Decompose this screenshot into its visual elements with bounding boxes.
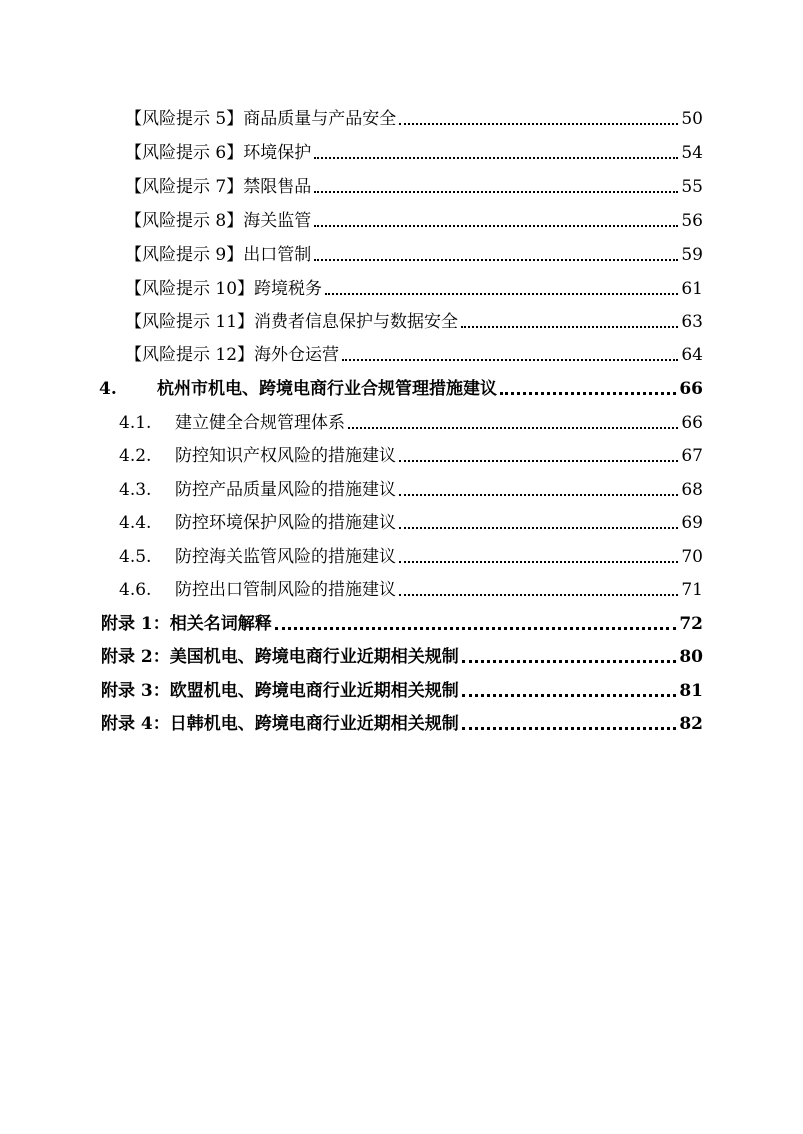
toc-leader-dots — [275, 627, 677, 630]
toc-entry-number: 4.5. — [119, 547, 152, 567]
toc-leader-dots — [399, 460, 678, 462]
toc-section-entry[interactable] — [0, 400, 803, 434]
toc-leader-dots — [462, 694, 677, 697]
toc-entry-title: 防控知识产权风险的措施建议 — [175, 446, 396, 466]
toc-entry-page: 59 — [681, 245, 703, 265]
toc-leader-dots — [399, 594, 678, 596]
toc-section-entry[interactable] — [0, 567, 803, 601]
toc-chapter-entry[interactable] — [0, 366, 803, 400]
toc-entry[interactable] — [0, 299, 803, 333]
toc-entry-page: 66 — [681, 413, 703, 433]
toc-appendix-entry[interactable] — [0, 668, 803, 702]
toc-entry-title: 【风险提示 10】跨境税务 — [125, 279, 323, 299]
toc-entry-page: 81 — [679, 681, 703, 701]
toc-leader-dots — [325, 293, 678, 295]
toc-entry-page: 67 — [681, 446, 703, 466]
toc-appendix-entry[interactable] — [0, 634, 803, 668]
toc-entry-title: 防控海关监管风险的措施建议 — [175, 547, 396, 567]
toc-entry-page: 68 — [681, 480, 703, 500]
toc-entry-page: 64 — [681, 345, 703, 365]
toc-leader-dots — [314, 259, 678, 261]
toc-entry-page: 80 — [679, 647, 703, 667]
toc-entry-page: 61 — [681, 279, 703, 299]
toc-entry-number: 4.2. — [119, 446, 152, 466]
toc-entry-number: 4.1. — [119, 413, 152, 433]
toc-leader-dots — [314, 225, 678, 227]
toc-entry[interactable] — [0, 198, 803, 232]
toc-entry-number: 4.6. — [119, 580, 152, 600]
toc-section-entry[interactable] — [0, 433, 803, 467]
toc-section-entry[interactable] — [0, 534, 803, 568]
toc-entry-page: 56 — [681, 211, 703, 231]
toc-section-entry[interactable] — [0, 500, 803, 534]
toc-entry[interactable] — [0, 266, 803, 300]
toc-entry-page: 55 — [681, 177, 703, 197]
toc-entry-page: 72 — [679, 614, 703, 634]
toc-leader-dots — [399, 494, 678, 496]
toc-entry-title: 【风险提示 5】商品质量与产品安全 — [125, 109, 397, 129]
toc-leader-dots — [399, 561, 678, 563]
toc-appendix-entry[interactable] — [0, 701, 803, 735]
toc-entry[interactable] — [0, 164, 803, 198]
toc-leader-dots — [461, 326, 678, 328]
toc-entry-title: 防控环境保护风险的措施建议 — [175, 513, 396, 533]
toc-entry-title: 【风险提示 8】海关监管 — [125, 211, 312, 231]
toc-entry[interactable] — [0, 232, 803, 266]
toc-leader-dots — [399, 123, 678, 125]
toc-entry-title: 【风险提示 12】海外仓运营 — [125, 345, 340, 365]
toc-leader-dots — [348, 427, 678, 429]
toc-entry-number: 4. — [99, 379, 117, 399]
toc-leader-dots — [314, 157, 678, 159]
toc-entry-page: 82 — [679, 714, 703, 734]
toc-leader-dots — [462, 727, 677, 730]
toc-appendix-entry[interactable] — [0, 601, 803, 635]
toc-entry-title: 【风险提示 6】环境保护 — [125, 143, 312, 163]
toc-section-entry[interactable] — [0, 467, 803, 501]
toc-leader-dots — [314, 191, 678, 193]
toc-entry-page: 63 — [681, 312, 703, 332]
toc-entry-title: 附录 4：日韩机电、跨境电商行业近期相关规制 — [101, 714, 459, 734]
toc-entry-page: 69 — [681, 513, 703, 533]
toc-entry-number: 4.4. — [119, 513, 152, 533]
toc-entry-title: 防控出口管制风险的措施建议 — [175, 580, 396, 600]
toc-entry-title: 附录 1：相关名词解释 — [101, 614, 272, 634]
toc-entry-page: 54 — [681, 143, 703, 163]
toc-entry-title: 【风险提示 7】禁限售品 — [125, 177, 312, 197]
toc-entry-title: 建立健全合规管理体系 — [175, 413, 345, 433]
toc-entry-title: 附录 3：欧盟机电、跨境电商行业近期相关规制 — [101, 681, 459, 701]
toc-entry-number: 4.3. — [119, 480, 152, 500]
toc-leader-dots — [342, 359, 678, 361]
toc-entry-page: 50 — [681, 109, 703, 129]
toc-entry-title: 附录 2：美国机电、跨境电商行业近期相关规制 — [101, 647, 459, 667]
toc-entry[interactable] — [0, 96, 803, 130]
toc-entry-title: 【风险提示 9】出口管制 — [125, 245, 312, 265]
toc-entry-title: 杭州市机电、跨境电商行业合规管理措施建议 — [157, 379, 497, 399]
toc-entry-title: 防控产品质量风险的措施建议 — [175, 480, 396, 500]
toc-leader-dots — [500, 392, 676, 395]
toc-entry[interactable] — [0, 332, 803, 366]
toc-entry-page: 71 — [681, 580, 703, 600]
toc-leader-dots — [399, 527, 678, 529]
toc-entry-page: 70 — [681, 547, 703, 567]
toc-leader-dots — [462, 660, 677, 663]
toc-entry[interactable] — [0, 130, 803, 164]
toc-entry-page: 66 — [679, 379, 703, 399]
toc-entry-title: 【风险提示 11】消费者信息保护与数据安全 — [125, 312, 459, 332]
